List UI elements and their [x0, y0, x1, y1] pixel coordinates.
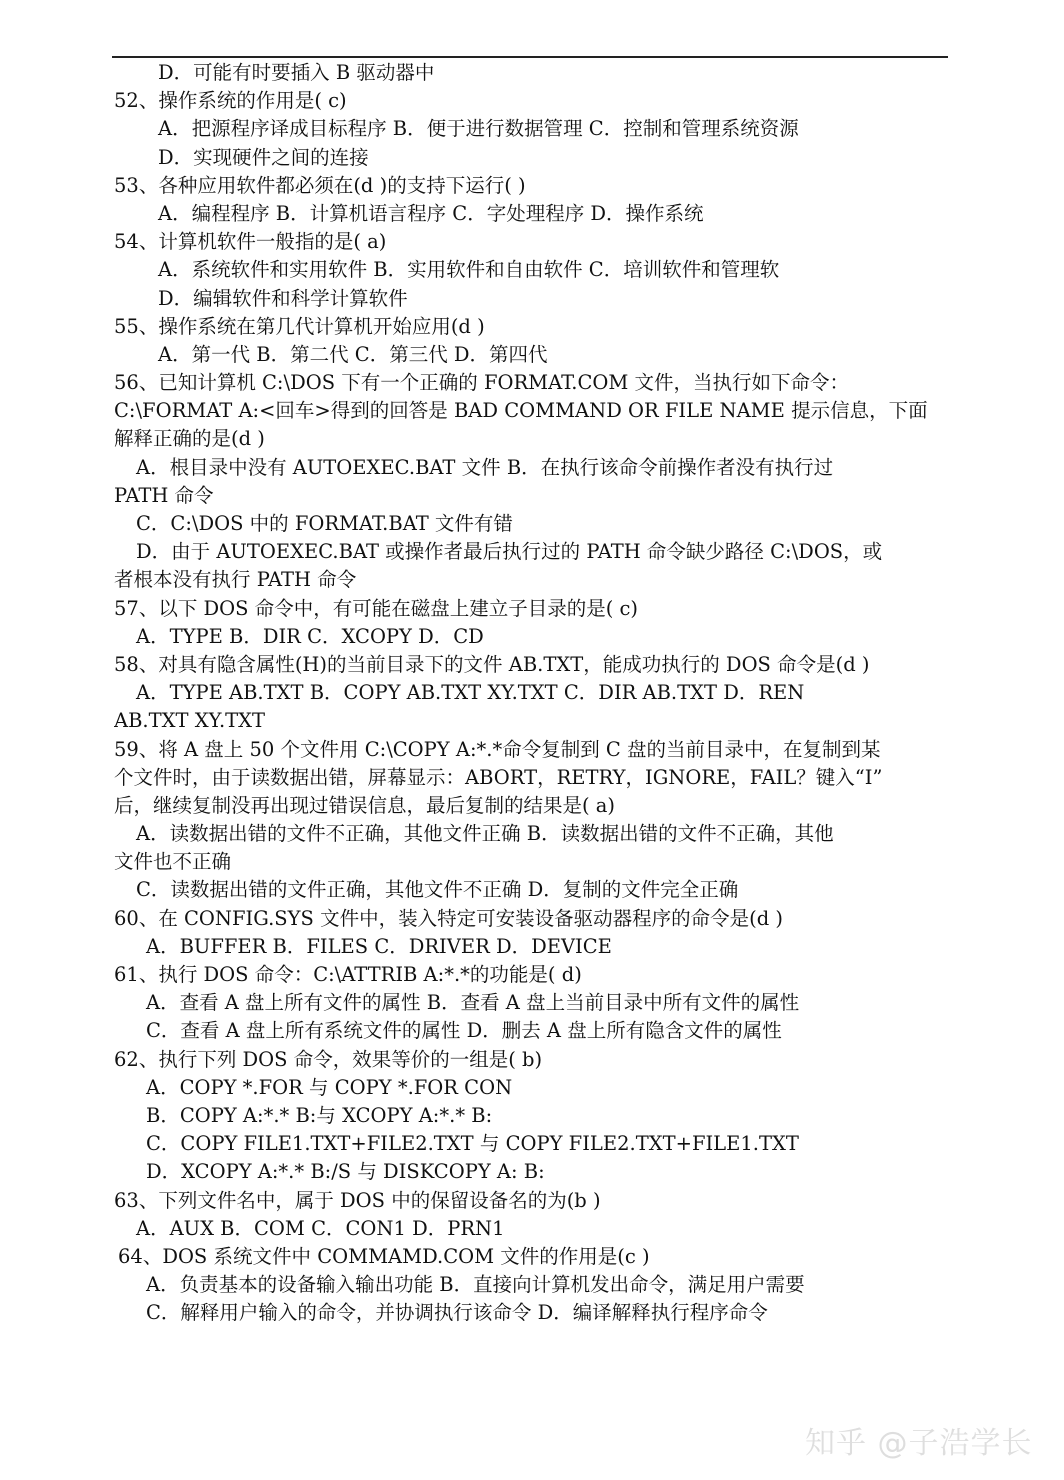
text-line: A．COPY *.FOR 与 COPY *.FOR CON: [146, 1075, 513, 1099]
text-line: D．XCOPY A:*.* B:/S 与 DISKCOPY A: B:: [146, 1160, 545, 1184]
text-line: D．可能有时要插入 B 驱动器中: [158, 61, 435, 84]
header-rule: [112, 56, 948, 58]
text-line: AB.TXT XY.TXT: [114, 709, 266, 733]
text-line: C．查看 A 盘上所有系统文件的属性 D．删去 A 盘上所有隐含文件的属性: [146, 1019, 782, 1043]
text-line: 62、执行下列 DOS 命令，效果等价的一组是( b): [114, 1047, 543, 1071]
text-line: A．根目录中没有 AUTOEXEC.BAT 文件 B．在执行该命令前操作者没有执行过: [136, 455, 834, 479]
text-line: C．COPY FILE1.TXT+FILE2.TXT 与 COPY FILE2.TXT+FILE1.TXT: [146, 1132, 799, 1156]
text-line: A．负责基本的设备输入输出功能 B．直接向计算机发出命令，满足用户需要: [146, 1273, 805, 1297]
text-line: B．COPY A:*.* B:与 XCOPY A:*.* B:: [146, 1103, 493, 1127]
text-line: 文件也不正确: [114, 850, 232, 874]
text-line: A．读数据出错的文件不正确，其他文件正确 B．读数据出错的文件不正确，其他: [136, 822, 834, 846]
text-line: 59、将 A 盘上 50 个文件用 C:\COPY A:*.*命令复制到 C 盘的当前目录中，在复制到某: [114, 737, 881, 761]
text-line: 者根本没有执行 PATH 命令: [114, 568, 357, 592]
text-line: C．C:\DOS 中的 FORMAT.BAT 文件有错: [136, 512, 513, 535]
text-line: 63、下列文件名中，属于 DOS 中的保留设备名的为(b ): [114, 1188, 601, 1212]
watermark: 知乎 @子浩学长: [805, 1426, 1033, 1461]
text-line: 60、在 CONFIG.SYS 文件中，装入特定可安装设备驱动器程序的命令是(d ): [114, 906, 783, 930]
text-line: 52、操作系统的作用是( c): [114, 89, 347, 113]
text-line: A．把源程序译成目标程序 B．便于进行数据管理 C．控制和管理系统资源: [158, 117, 799, 141]
text-line: 54、计算机软件一般指的是( a): [114, 230, 387, 254]
text-line: A．TYPE B．DIR C．XCOPY D．CD: [136, 624, 484, 648]
text-line: C:\FORMAT A:<回车>得到的回答是 BAD COMMAND OR FILE NAME 提示信息，下面: [114, 399, 928, 423]
text-line: A．编程程序 B．计算机语言程序 C．字处理程序 D．操作系统: [158, 201, 704, 225]
text-line: A．BUFFER B．FILES C．DRIVER D．DEVICE: [146, 934, 612, 958]
text-line: D．由于 AUTOEXEC.BAT 或操作者最后执行过的 PATH 命令缺少路径 C:\DOS，或: [136, 540, 883, 564]
text-line: A．系统软件和实用软件 B．实用软件和自由软件 C．培训软件和管理软: [158, 258, 780, 282]
text-line: 56、已知计算机 C:\DOS 下有一个正确的 FORMAT.COM 文件，当执行如下命令：: [114, 371, 850, 395]
text-line: 61、执行 DOS 命令：C:\ATTRIB A:*.*的功能是( d): [114, 963, 582, 986]
text-line: D．实现硬件之间的连接: [158, 145, 369, 169]
text-line: A．查看 A 盘上所有文件的属性 B．查看 A 盘上当前目录中所有文件的属性: [146, 991, 800, 1015]
text-line: A．第一代 B．第二代 C．第三代 D．第四代: [158, 342, 548, 366]
text-line: 58、对具有隐含属性(H)的当前目录下的文件 AB.TXT，能成功执行的 DOS 命令是(d ): [114, 652, 870, 676]
text-line: 解释正确的是(d ): [114, 427, 265, 451]
text-line: 后，继续复制没再出现过错误信息，最后复制的结果是( a): [114, 793, 616, 817]
text-line: A．TYPE AB.TXT B．COPY AB.TXT XY.TXT C．DIR AB.TXT D．REN: [136, 681, 805, 705]
text-line: D．编辑软件和科学计算软件: [158, 286, 408, 310]
text-line: 个文件时，由于读数据出错，屏幕显示：ABORT，RETRY，IGNORE，FAIL？键入“I”: [114, 765, 883, 789]
text-line: 55、操作系统在第几代计算机开始应用(d ): [114, 314, 485, 338]
text-line: 64、DOS 系统文件中 COMMAMD.COM 文件的作用是(c ): [118, 1244, 650, 1268]
text-line: 53、各种应用软件都必须在(d )的支持下运行( ): [114, 173, 526, 197]
text-line: A．AUX B．COM C．CON1 D．PRN1: [136, 1216, 505, 1240]
question-list: [114, 59, 946, 1327]
text-line: C．读数据出错的文件正确，其他文件不正确 D．复制的文件完全正确: [136, 878, 739, 902]
text-line: 57、以下 DOS 命令中，有可能在磁盘上建立子目录的是( c): [114, 596, 639, 620]
text-line: C．解释用户输入的命令，并协调执行该命令 D．编译解释执行程序命令: [146, 1301, 768, 1325]
text-line: PATH 命令: [114, 483, 214, 507]
